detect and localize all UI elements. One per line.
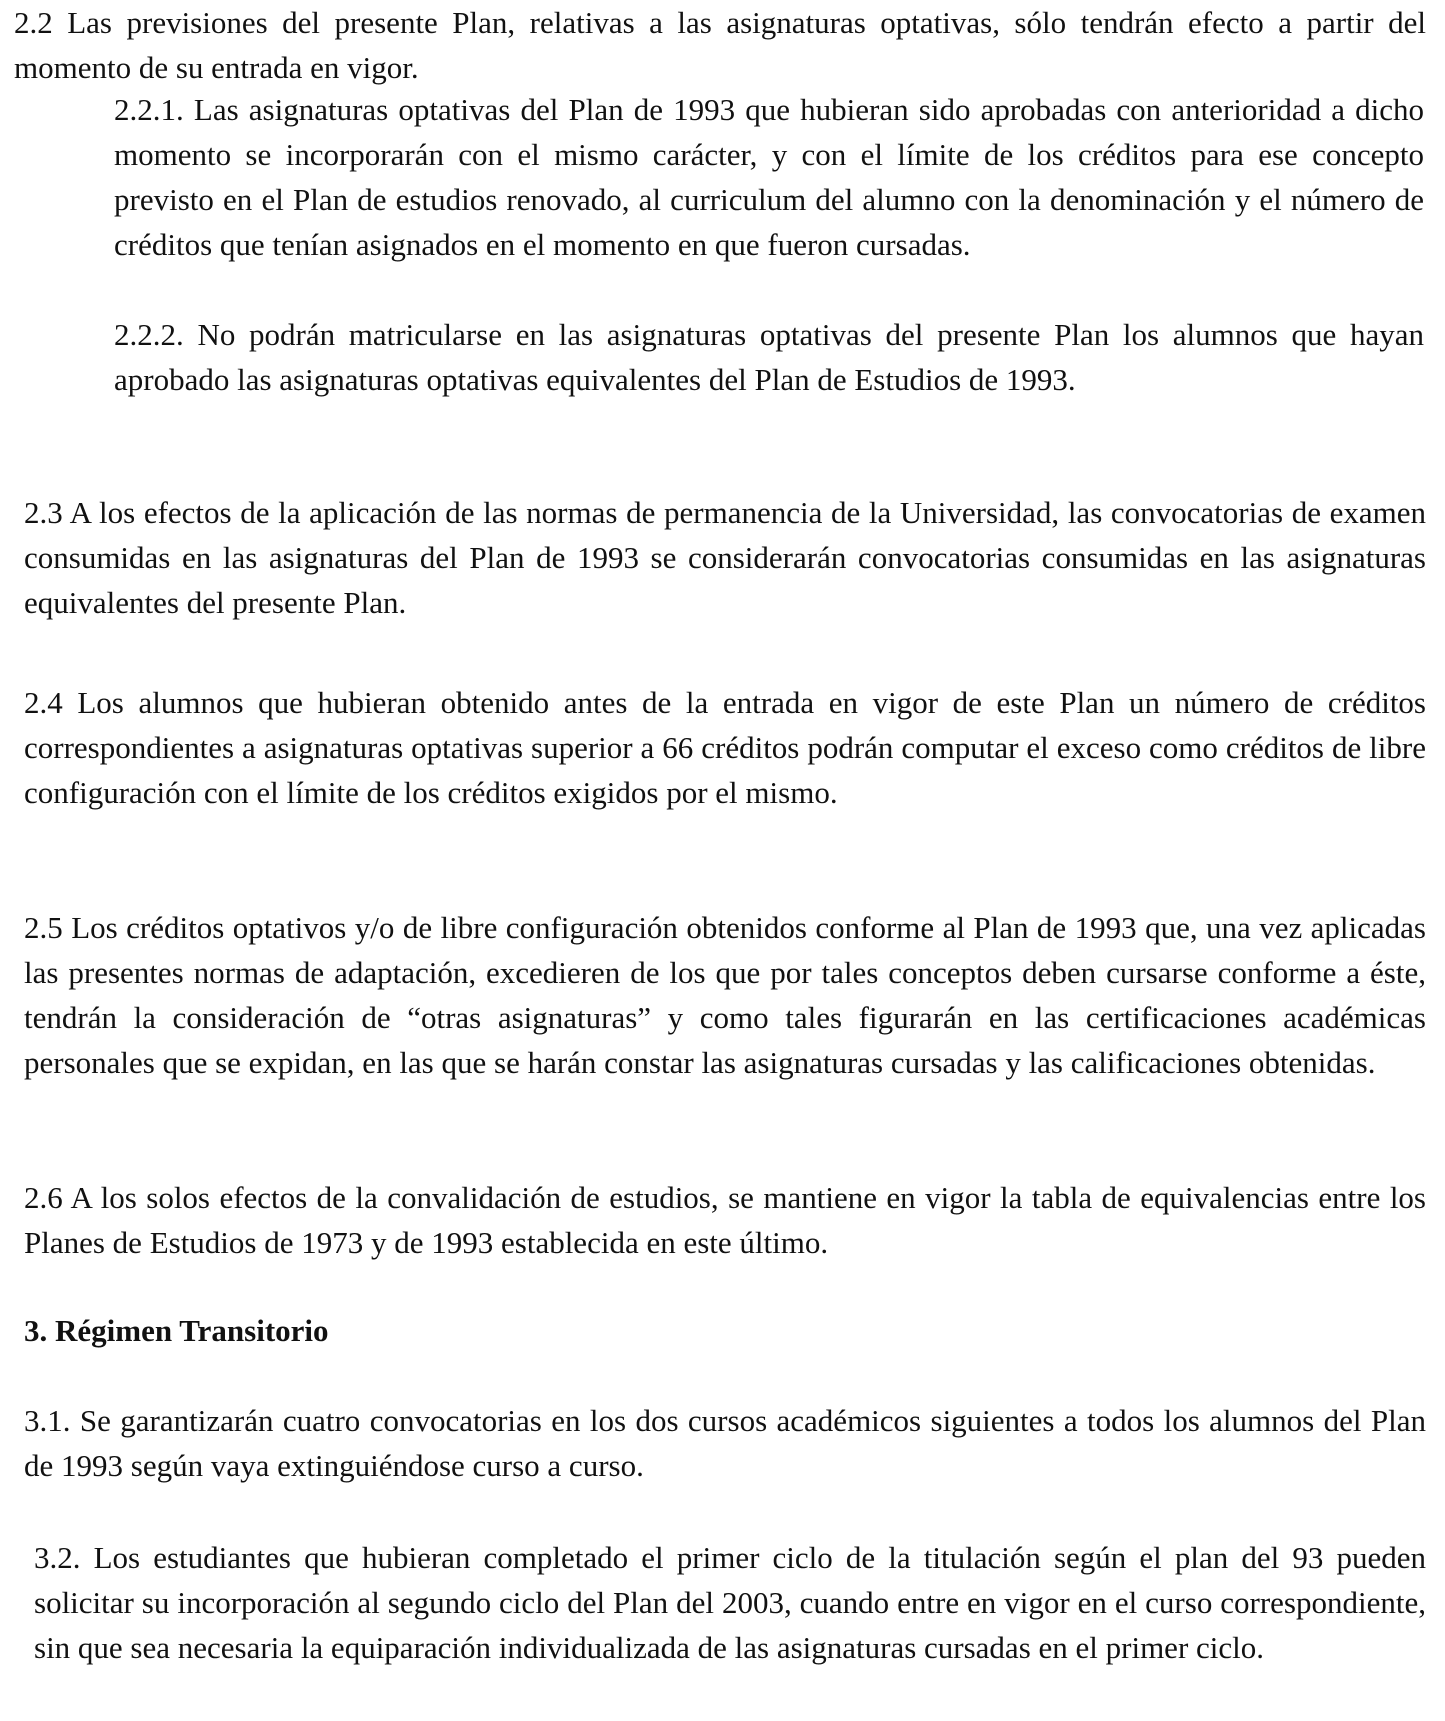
paragraph-3-2: 3.2. Los estudiantes que hubieran completado el primer ciclo de la titulación según el plan del 93 pueden solicitar su incorporación al segundo ciclo del Plan del 2003, cuando entre en vigor en el curso correspondiente, sin que sea necesaria la equiparación individualizada de las asignaturas cursadas en el primer ciclo.	[34, 1540, 1426, 1665]
paragraph-2-2-2: 2.2.2. No podrán matricularse en las asignaturas optativas del presente Plan los alumnos que hayan aprobado las asignaturas optativas equivalentes del Plan de Estudios de 1993.	[114, 317, 1424, 397]
paragraph-3-1: 3.1. Se garantizarán cuatro convocatorias en los dos cursos académicos siguientes a todos los alumnos del Plan de 1993 según vaya extinguiéndose curso a curso.	[24, 1403, 1426, 1483]
paragraph-2-5: 2.5 Los créditos optativos y/o de libre configuración obtenidos conforme al Plan de 1993 que, una vez aplicadas las presentes normas de adaptación, excedieren de los que por tales conceptos deben cursarse conforme a éste, tendrán la consideración de “otras asignaturas” y como tales figurarán en las certificaciones académicas personales que se expidan, en las que se harán constar las asignaturas cursadas y las calificaciones obtenidas.	[24, 910, 1426, 1080]
paragraph-2-6: 2.6 A los solos efectos de la convalidación de estudios, se mantiene en vigor la tabla de equivalencias entre los Planes de Estudios de 1973 y de 1993 establecida en este último.	[24, 1180, 1426, 1260]
paragraph-2-3: 2.3 A los efectos de la aplicación de las normas de permanencia de la Universidad, las convocatorias de examen consumidas en las asignaturas del Plan de 1993 se considerarán convocatorias consumidas en las asignaturas equivalentes del presente Plan.	[24, 495, 1426, 620]
paragraph-2-2: 2.2 Las previsiones del presente Plan, relativas a las asignaturas optativas, sólo tendrán efecto a partir del momento de su entrada en vigor.	[14, 5, 1426, 85]
paragraph-2-4: 2.4 Los alumnos que hubieran obtenido antes de la entrada en vigor de este Plan un número de créditos correspondientes a asignaturas optativas superior a 66 créditos podrán computar el exceso como créditos de libre configuración con el límite de los créditos exigidos por el mismo.	[24, 685, 1426, 810]
paragraph-2-2-1: 2.2.1. Las asignaturas optativas del Plan de 1993 que hubieran sido aprobadas con anterioridad a dicho momento se incorporarán con el mismo carácter, y con el límite de los créditos para ese concepto previsto en el Plan de estudios renovado, al curriculum del alumno con la denominación y el número de créditos que tenían asignados en el momento en que fueron cursadas.	[114, 92, 1424, 262]
section-heading-3: 3. Régimen Transitorio	[24, 1313, 329, 1348]
